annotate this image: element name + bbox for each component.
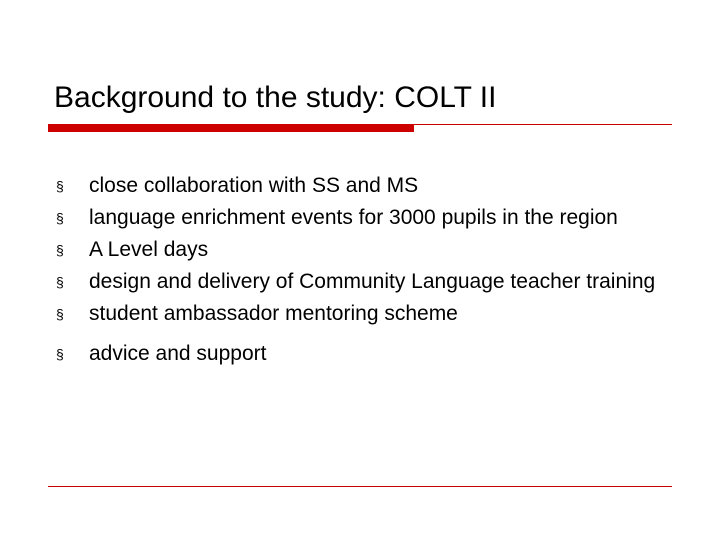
title-underline-thick bbox=[48, 124, 414, 132]
bullet-text: student ambassador mentoring scheme bbox=[89, 302, 458, 325]
bullet-marker: § bbox=[56, 210, 64, 226]
bullet-text: advice and support bbox=[89, 342, 267, 365]
bullet-text: language enrichment events for 3000 pupils in the region bbox=[89, 206, 618, 229]
bullet-text: design and delivery of Community Language teacher training bbox=[89, 270, 656, 293]
bullet-item bbox=[56, 338, 676, 370]
bullet-item bbox=[56, 266, 676, 298]
bullet-item bbox=[56, 170, 676, 202]
bullet-marker: § bbox=[56, 346, 64, 362]
bullet-marker: § bbox=[56, 178, 64, 194]
bullet-marker: § bbox=[56, 274, 64, 290]
bullet-item bbox=[56, 298, 676, 330]
title-underline-thin bbox=[414, 124, 672, 125]
bullet-marker: § bbox=[56, 242, 64, 258]
slide-title: Background to the study: COLT II bbox=[54, 81, 497, 114]
bullet-text: close collaboration with SS and MS bbox=[89, 174, 419, 197]
bullet-item bbox=[56, 202, 676, 234]
bullet-list bbox=[56, 170, 676, 370]
bullet-text: A Level days bbox=[89, 238, 209, 261]
bullet-item bbox=[56, 234, 676, 266]
bullet-marker: § bbox=[56, 306, 64, 322]
footer-rule bbox=[48, 486, 672, 487]
